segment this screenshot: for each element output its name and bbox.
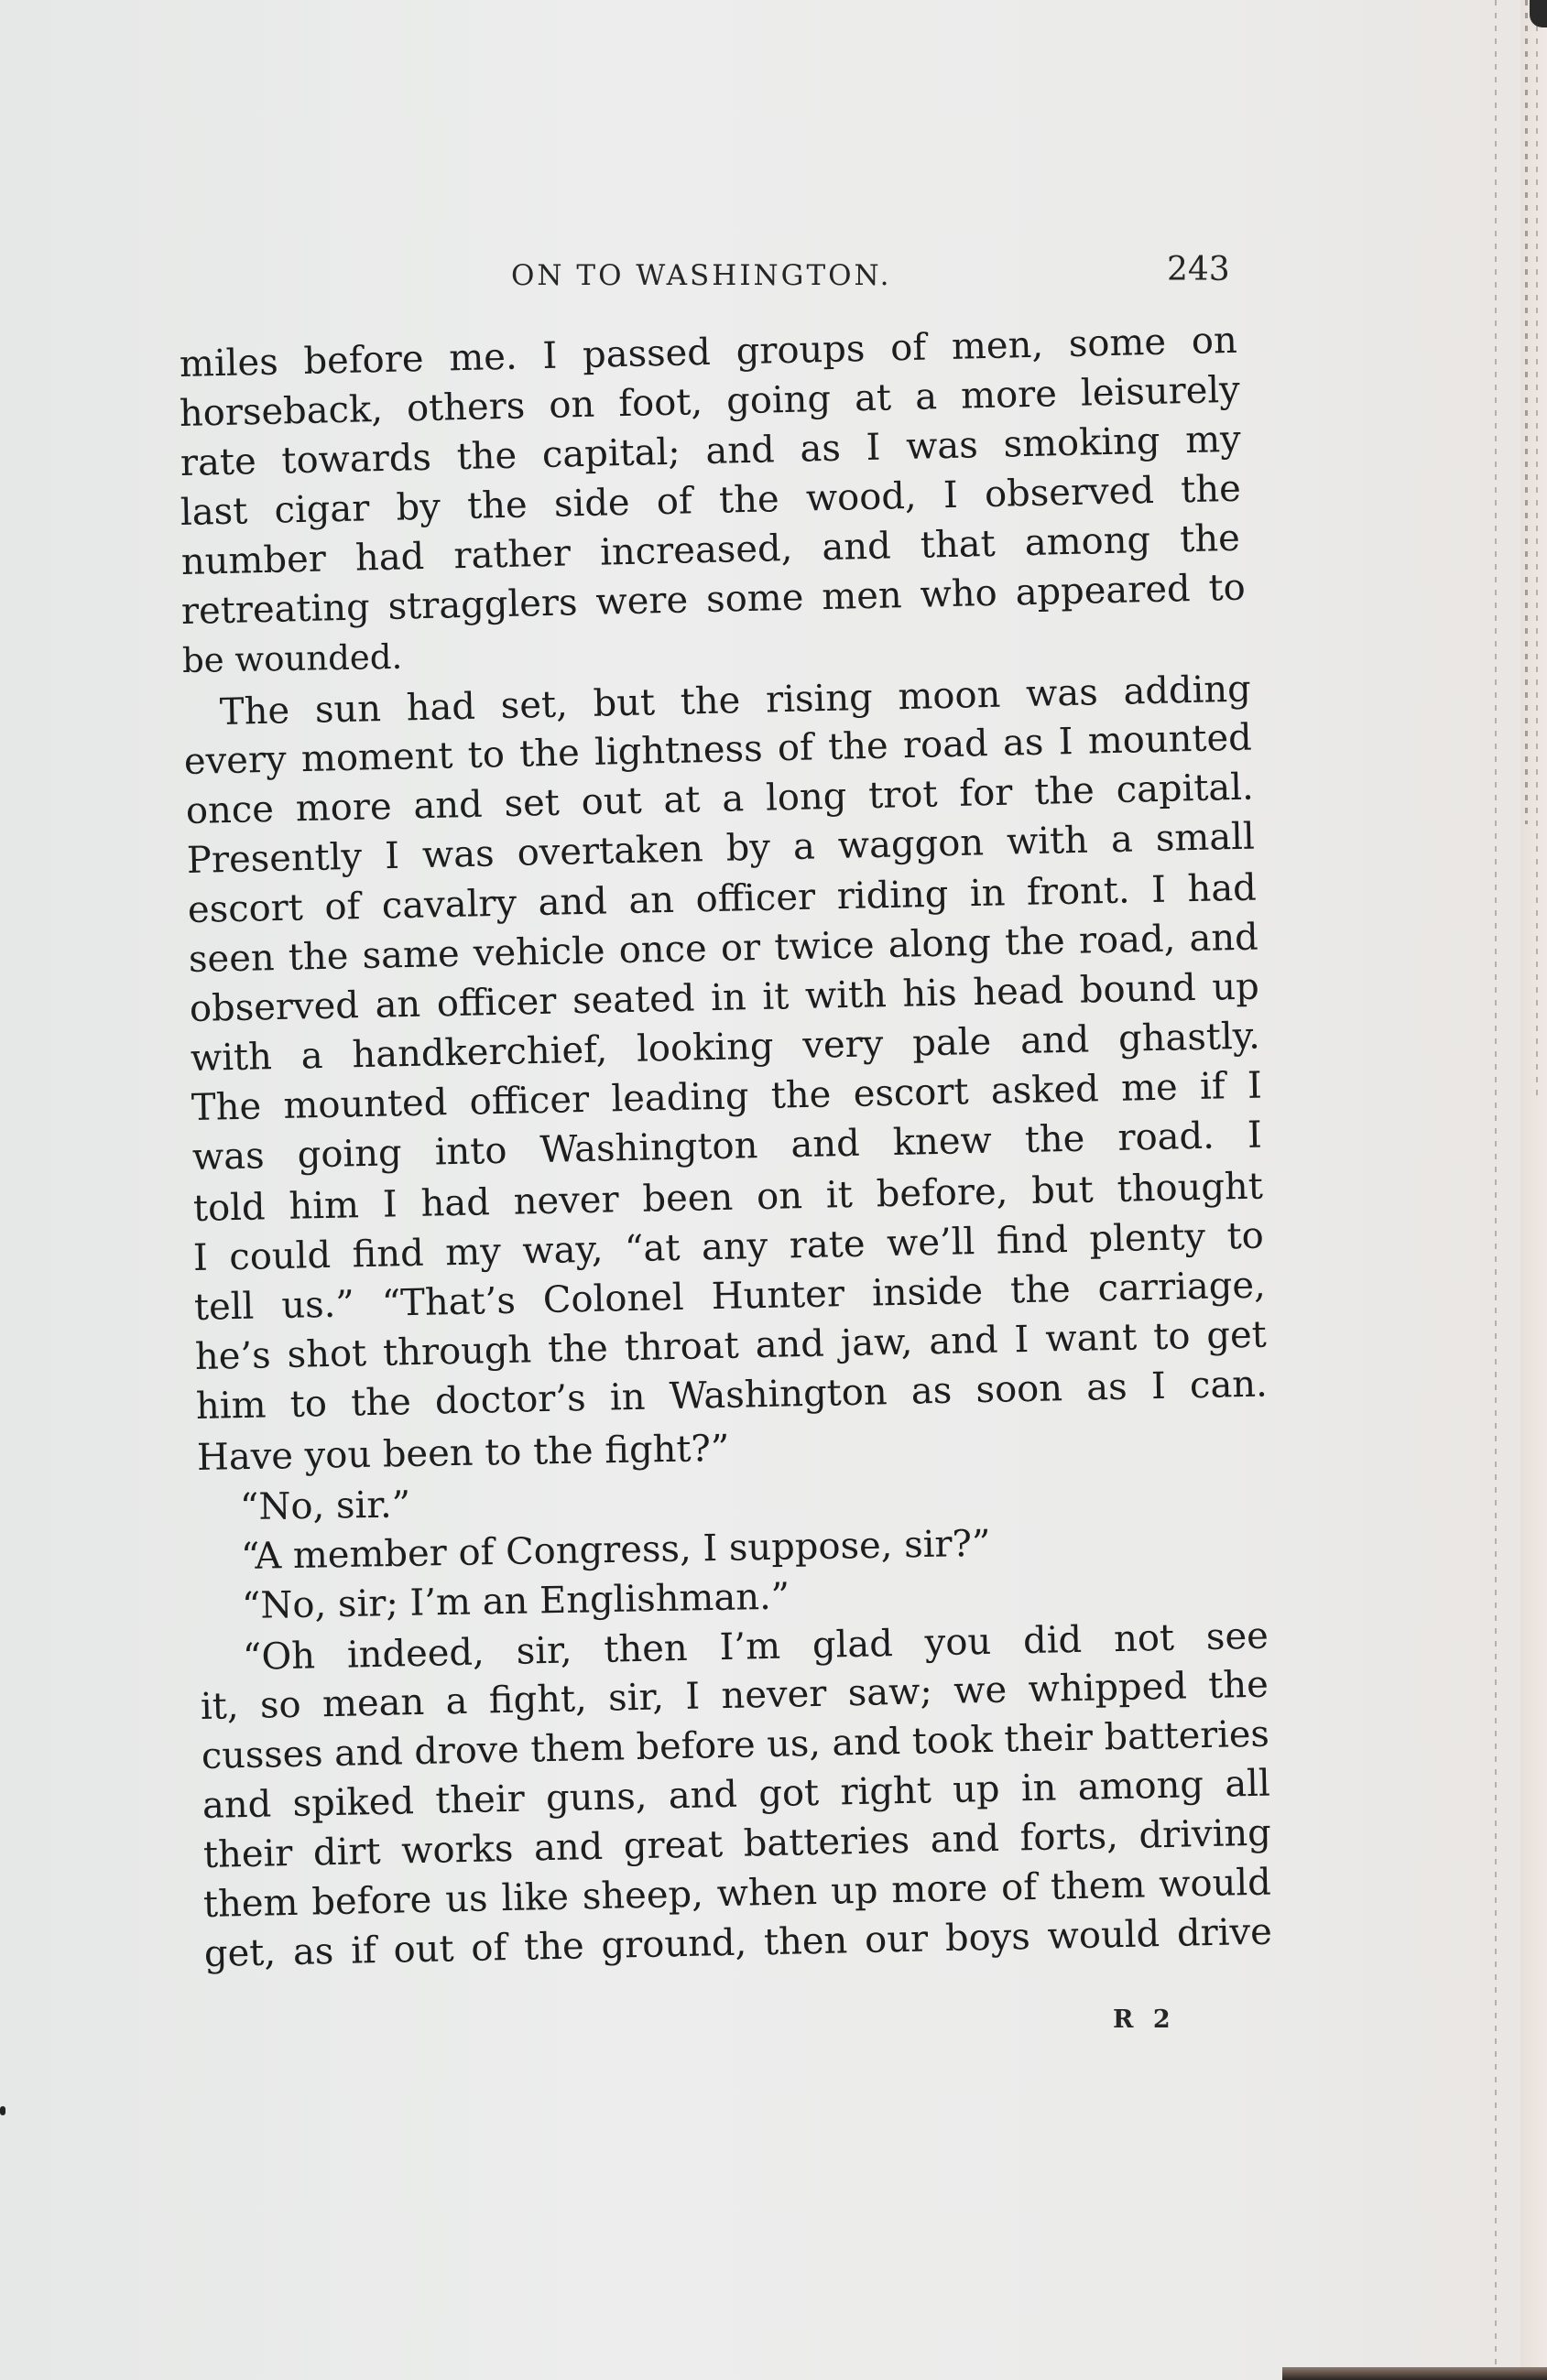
text-line: it, so mean a fight, sir, I never saw; we whipped the [200,1663,1269,1728]
text-line: and spiked their guns, and got right up in among all [202,1762,1271,1827]
text-line: “No, sir; I’m an Englishman.” [241,1575,790,1627]
text-line: with a handkerchief, looking very pale and ghastly. [190,1015,1261,1080]
text-line: Presently I was overtaken by a waggon with a small [186,815,1256,882]
text-line: he’s shot through the throat and jaw, and I want to get [194,1313,1268,1378]
text-line: miles before me. I passed groups of men, some on [179,319,1238,386]
page-number: 243 [1167,251,1230,288]
page-edge-line [1536,0,1538,1099]
text-line: seen the same vehicle once or twice along the road, and [188,916,1259,981]
text-line: “No, sir.” [239,1483,411,1528]
text-line: him to the doctor’s in Washington as soon as I can. [195,1363,1269,1428]
text-line: horseback, others on foot, going at a more leisurely [179,368,1241,435]
text-line: retreating stragglers were some men who appeared to [180,566,1247,633]
text-line: number had rather increased, and that among the [180,516,1241,583]
ink-speck [0,2106,5,2115]
text-line: cusses and drove them before us, and took their batteries [201,1712,1270,1777]
text-line: escort of cavalry and an officer riding in front. I had [187,866,1258,931]
text-line: “Oh indeed, sir, then I’m glad you did not see [242,1614,1269,1679]
text-line: The sun had set, but the rising moon was adding [219,668,1252,734]
text-line: tell us.” “That’s Colonel Hunter inside the carriage, [193,1264,1267,1329]
text-line: once more and set out at a long trot for the capital. [185,766,1255,832]
text-line: “A member of Congress, I suppose, sir?” [240,1522,991,1578]
text-line: Have you been to the fight?” [196,1427,730,1479]
text-line: was going into Washington and knew the road. I [191,1114,1263,1179]
text-line: their dirt works and great batteries and forts, driving [202,1811,1272,1876]
page-bottom-shadow [1282,2367,1547,2380]
text-line: be wounded. [181,636,403,680]
text-line: I could find my way, “at any rate we’ll find plenty to [192,1214,1265,1279]
text-line: The mounted officer leading the escort asked me if I [191,1064,1263,1129]
text-line: observed an officer seated in it with his head bound up [189,965,1260,1030]
signature-mark: R 2 [1113,2005,1176,2034]
text-line: told him I had never been on it before, but thought [192,1165,1264,1230]
page-corner-shadow [1530,0,1547,27]
page-edge-line [1525,0,1528,824]
text-line: rate towards the capital; and as I was smoking my [180,418,1242,484]
text-line: get, as if out of the ground, then our boys would drive [203,1910,1273,1975]
text-line: last cigar by the side of the wood, I observed the [180,467,1242,534]
text-line: every moment to the lightness of the road as I mounted [183,716,1253,783]
running-head: ON TO WASHINGTON. [511,259,892,292]
text-line: them before us like sheep, when up more of them would [202,1861,1272,1926]
page-fold-line [1495,0,1497,2380]
